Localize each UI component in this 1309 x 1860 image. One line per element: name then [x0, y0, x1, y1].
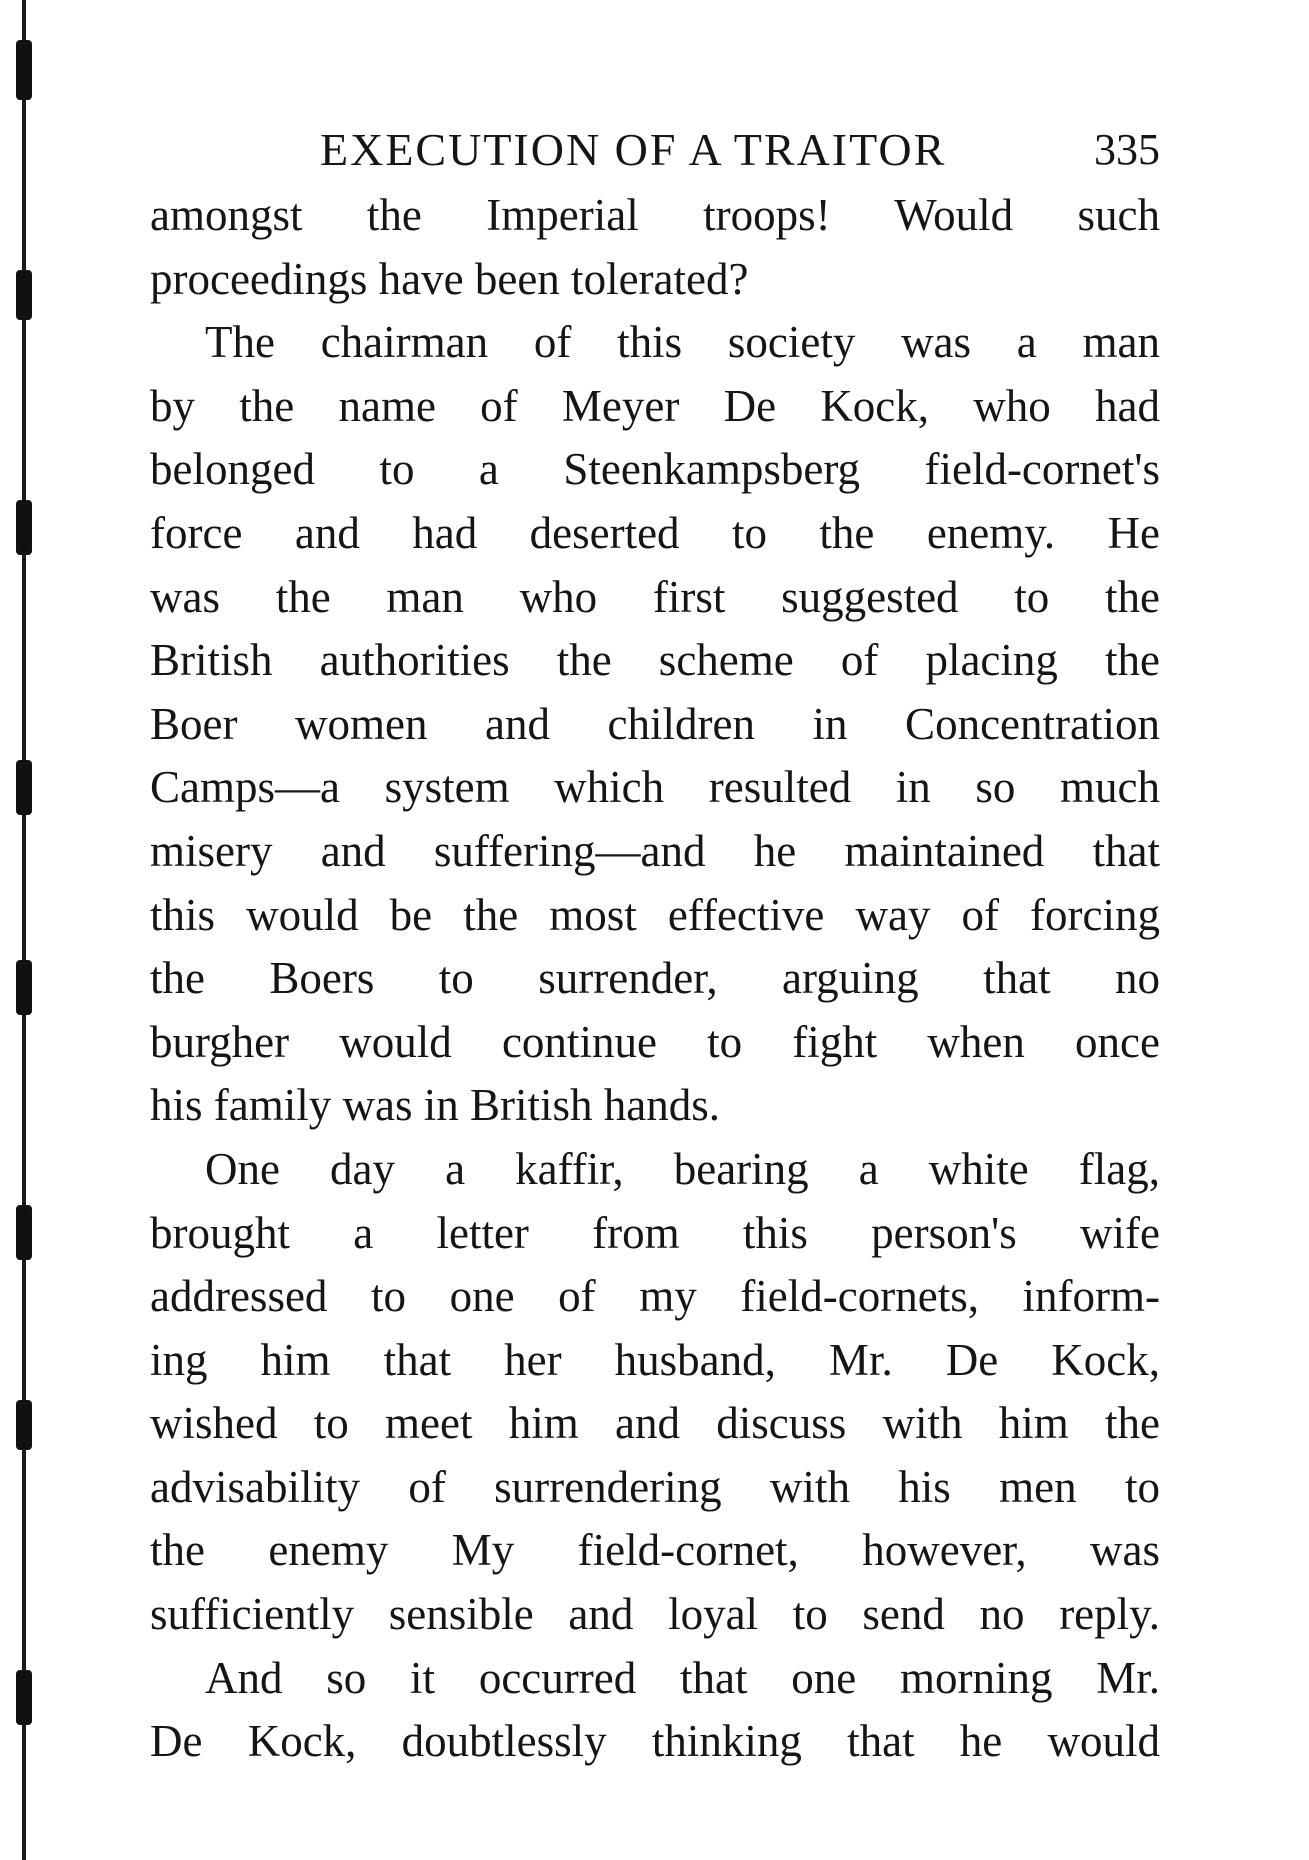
- binding-mark: [16, 270, 32, 320]
- text-line: De Kock, doubtlessly thinking that he would: [150, 1716, 1160, 1767]
- text-line: advisability of surrendering with his men to: [150, 1461, 1160, 1512]
- text-line: by the name of Meyer De Kock, who had: [150, 380, 1160, 431]
- binding-mark: [16, 960, 32, 1015]
- text-line: The chairman of this society was a man: [205, 317, 1160, 368]
- text-line: sufficiently sensible and loyal to send no reply.: [150, 1589, 1160, 1640]
- text-line: wished to meet him and discuss with him the: [150, 1398, 1160, 1449]
- text-line: proceedings have been tolerated?: [150, 253, 749, 304]
- text-line: misery and suffering—and he maintained that: [150, 825, 1160, 876]
- binding-mark: [16, 500, 32, 555]
- text-line: burgher would continue to fight when once: [150, 1016, 1160, 1067]
- text-line: this would be the most effective way of forcing: [150, 889, 1160, 940]
- binding-mark: [16, 1400, 32, 1450]
- binding-mark: [16, 760, 32, 815]
- text-line: amongst the Imperial troops! Would such: [150, 190, 1160, 240]
- page-header: [150, 120, 1160, 180]
- text-line: belonged to a Steenkampsberg field-cornet's: [150, 444, 1160, 495]
- text-line: And so it occurred that one morning Mr.: [205, 1652, 1160, 1703]
- text-line: was the man who first suggested to the: [150, 571, 1160, 622]
- text-line: Boer women and children in Concentration: [150, 698, 1160, 749]
- text-line: the enemy My field-cornet, however, was: [150, 1525, 1160, 1576]
- text-line: force and had deserted to the enemy. He: [150, 507, 1160, 558]
- binding-mark: [16, 1670, 32, 1725]
- text-line: British authorities the scheme of placing the: [150, 635, 1160, 686]
- binding-mark: [16, 40, 32, 100]
- text-line: addressed to one of my field-cornets, inform-: [150, 1271, 1160, 1322]
- running-title: EXECUTION OF A TRAITOR: [320, 124, 947, 175]
- page-number: 335: [1094, 125, 1160, 174]
- binding-mark: [16, 1205, 32, 1260]
- text-line: the Boers to surrender, arguing that no: [150, 953, 1160, 1004]
- text-line: brought a letter from this person's wife: [150, 1207, 1160, 1258]
- body-text: [150, 184, 1160, 1774]
- text-line: his family was in British hands.: [150, 1080, 720, 1131]
- text-line: ing him that her husband, Mr. De Kock,: [150, 1334, 1160, 1385]
- text-line: Camps—a system which resulted in so much: [150, 762, 1160, 813]
- text-line: One day a kaffir, bearing a white flag,: [205, 1143, 1160, 1194]
